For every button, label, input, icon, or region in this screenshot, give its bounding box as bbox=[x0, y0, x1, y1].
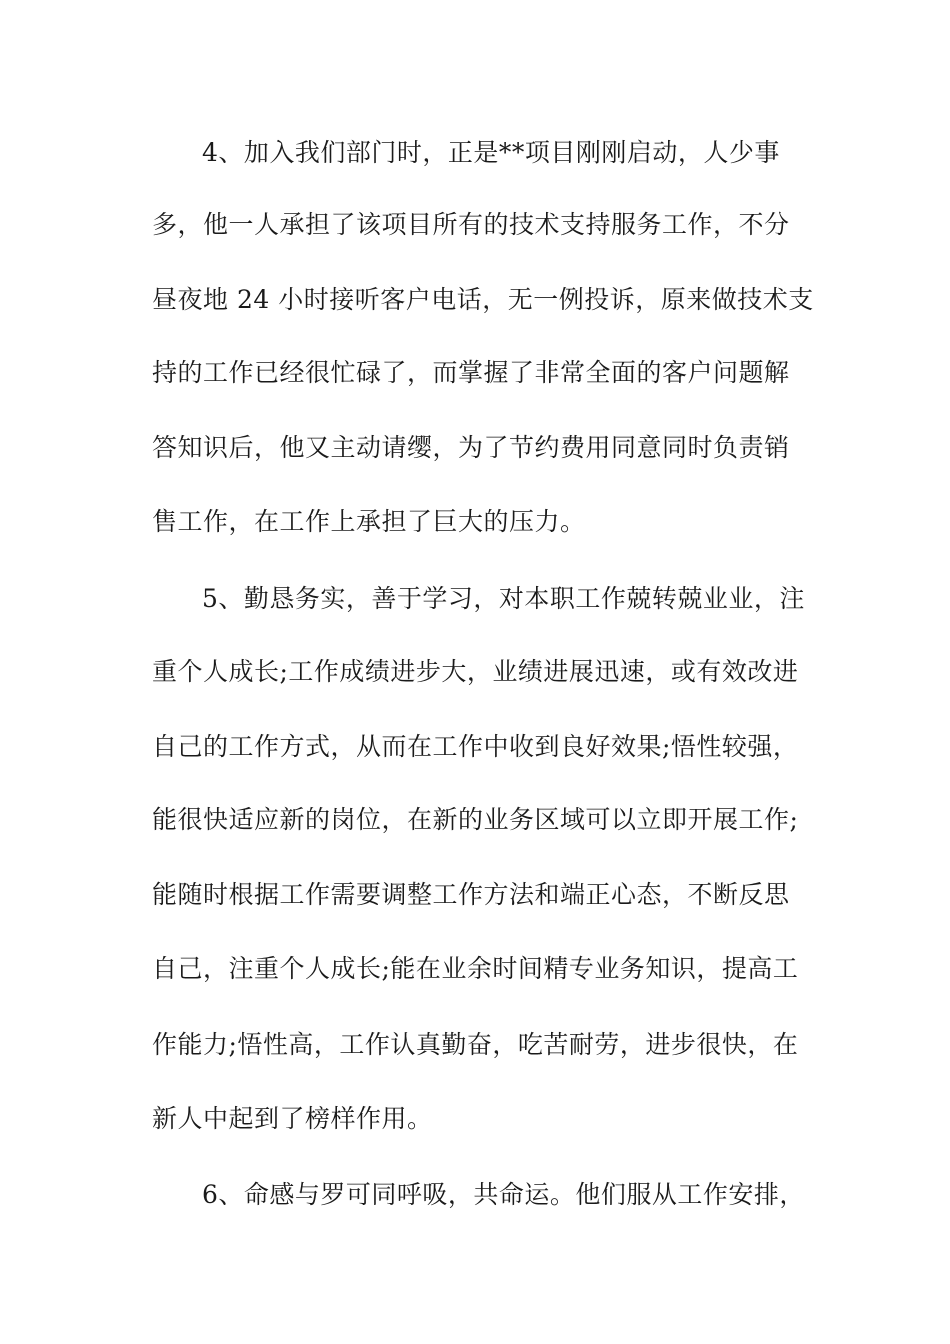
paragraph-4-line-3: 昼夜地 24 小时接听客户电话，无一例投诉，原来做技术支 bbox=[152, 285, 814, 314]
paragraph-5-line-1: 5、勤恳务实，善于学习，对本职工作兢转兢业业，注 bbox=[202, 584, 805, 613]
paragraph-5-line-2: 重个人成长;工作成绩进步大，业绩进展迅速，或有效改进 bbox=[152, 657, 799, 686]
paragraph-4-line-2: 多，他一人承担了该项目所有的技术支持服务工作，不分 bbox=[152, 210, 790, 239]
paragraph-4-line-1: 4、加入我们部门时，正是**项目刚刚启动，人少事 bbox=[202, 138, 780, 167]
paragraph-4-line-4: 持的工作已经很忙碌了，而掌握了非常全面的客户问题解 bbox=[152, 358, 790, 387]
paragraph-5-line-5: 能随时根据工作需要调整工作方法和端正心态，不断反思 bbox=[152, 880, 790, 909]
paragraph-4-line-5: 答知识后，他又主动请缨，为了节约费用同意同时负责销 bbox=[152, 433, 790, 462]
paragraph-5-line-3: 自己的工作方式，从而在工作中收到良好效果;悟性较强， bbox=[152, 732, 799, 761]
paragraph-5-line-6: 自己，注重个人成长;能在业余时间精专业务知识，提高工 bbox=[152, 954, 799, 983]
paragraph-6-line-1: 6、命感与罗可同呼吸，共命运。他们服从工作安排， bbox=[202, 1180, 805, 1209]
paragraph-5-line-7: 作能力;悟性高，工作认真勤奋，吃苦耐劳，进步很快，在 bbox=[152, 1030, 799, 1059]
paragraph-4-line-6: 售工作，在工作上承担了巨大的压力。 bbox=[152, 507, 586, 536]
paragraph-5-line-4: 能很快适应新的岗位，在新的业务区域可以立即开展工作; bbox=[152, 805, 799, 834]
paragraph-5-line-8: 新人中起到了榜样作用。 bbox=[152, 1104, 433, 1133]
